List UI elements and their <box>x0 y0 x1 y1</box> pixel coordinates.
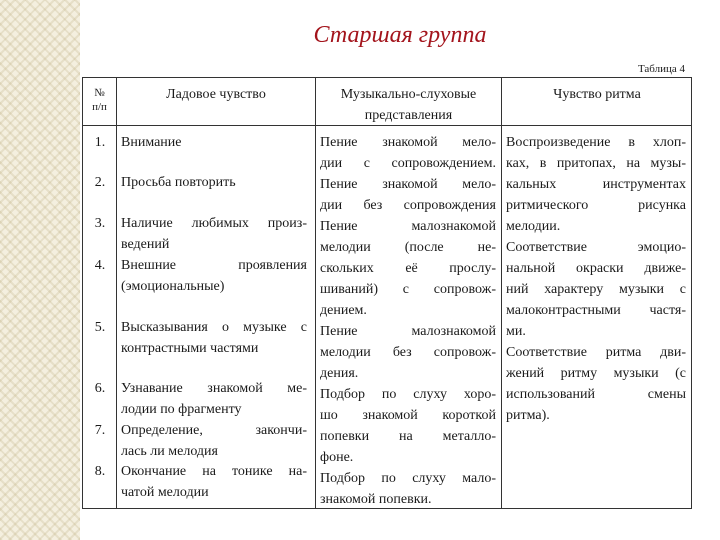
cell-line: ритмического рисунка <box>506 198 686 213</box>
cell-line: ний характеру музыки с <box>506 282 686 297</box>
header-num-line: п/п <box>92 101 107 113</box>
row-number: 4. <box>94 258 106 273</box>
cell-line: мелодии. <box>506 219 561 234</box>
modal-sense-cell <box>121 317 307 359</box>
cell-line: Высказывания о музыке с <box>121 320 307 335</box>
cell-line: ми. <box>506 324 526 339</box>
cell-line: Узнавание знакомой ме- <box>121 381 307 396</box>
cell-line: шиваний) с сопровож- <box>320 282 496 297</box>
cell-line: ках, в притопах, на музы- <box>506 156 686 171</box>
cell-line: шо знакомой короткой <box>320 408 496 423</box>
auditory-representations-cell <box>320 132 496 510</box>
header-line: представления <box>364 108 453 123</box>
cell-line: Соответствие ритма дви- <box>506 345 686 360</box>
modal-sense-cell <box>121 132 307 153</box>
modal-sense-cell <box>121 420 307 462</box>
row-number: 5. <box>94 320 106 335</box>
cell-line: Пение малознакомой <box>320 324 496 339</box>
column-divider <box>501 78 502 508</box>
table-label: Таблица 4 <box>637 63 685 75</box>
page-title: Старшая группа <box>313 22 487 48</box>
cell-line: знакомой попевки. <box>320 492 432 507</box>
row-number: 7. <box>94 423 106 438</box>
cell-line: контрастными частями <box>121 341 259 356</box>
data-table <box>82 77 692 509</box>
cell-line: лодии по фрагменту <box>121 402 242 417</box>
cell-line: фоне. <box>320 450 354 465</box>
rhythm-sense-cell <box>506 132 686 426</box>
modal-sense-cell <box>121 378 307 420</box>
cell-line: Подбор по слуху мало- <box>320 471 496 486</box>
header-rhythm-sense: Чувство ритма <box>553 87 641 102</box>
cell-line: жений ритму музыки (с <box>506 366 686 381</box>
cell-line: попевки на металло- <box>320 429 496 444</box>
cell-line: лась ли мелодия <box>121 444 218 459</box>
cell-line: Воспроизведение в хлоп- <box>506 135 686 150</box>
cell-line: ведений <box>121 237 170 252</box>
column-divider <box>315 78 316 508</box>
cell-line: скольких её прослу- <box>320 261 496 276</box>
cell-line: Пение знакомой мело- <box>320 177 496 192</box>
header-modal-sense: Ладовое чувство <box>166 87 266 102</box>
cell-line: Окончание на тонике на- <box>121 464 307 479</box>
cell-line: дением. <box>320 303 367 318</box>
header-auditory-representations <box>316 84 501 126</box>
header-num-line: № <box>94 87 105 99</box>
decorative-side-border <box>0 0 80 540</box>
cell-line: кальных инструментах <box>506 177 686 192</box>
cell-line: Внимание <box>121 135 182 150</box>
cell-line: Наличие любимых произ- <box>121 216 307 231</box>
cell-line: чатой мелодии <box>121 485 209 500</box>
cell-line: дии с сопровождением. <box>320 156 496 171</box>
cell-line: дии без сопровождения <box>320 198 496 213</box>
cell-line: мелодии (после не- <box>320 240 496 255</box>
cell-line: Определение, закончи- <box>121 423 307 438</box>
header-num <box>83 86 116 114</box>
cell-line: Подбор по слуху хоро- <box>320 387 496 402</box>
modal-sense-cell <box>121 461 307 503</box>
cell-line: использований смены <box>506 387 686 402</box>
cell-line: Соответствие эмоцио- <box>506 240 686 255</box>
header-line: Музыкально-слуховые <box>340 87 477 102</box>
cell-line: дения. <box>320 366 359 381</box>
modal-sense-cell <box>121 213 307 255</box>
cell-line: Просьба повторить <box>121 175 236 190</box>
cell-line: Пение малознакомой <box>320 219 496 234</box>
row-number: 1. <box>94 135 106 150</box>
cell-line: ритма). <box>506 408 550 423</box>
row-number: 6. <box>94 381 106 396</box>
row-number: 8. <box>94 464 106 479</box>
cell-line: мелодии без сопровож- <box>320 345 496 360</box>
row-number: 3. <box>94 216 106 231</box>
cell-line: Пение знакомой мело- <box>320 135 496 150</box>
cell-line: нальной окраски движе- <box>506 261 686 276</box>
cell-line: (эмоциональные) <box>121 279 225 294</box>
modal-sense-cell <box>121 255 307 297</box>
cell-line: Внешние проявления <box>121 258 307 273</box>
cell-line: малоконтрастными частя- <box>506 303 686 318</box>
row-number: 2. <box>94 175 106 190</box>
modal-sense-cell <box>121 172 307 193</box>
